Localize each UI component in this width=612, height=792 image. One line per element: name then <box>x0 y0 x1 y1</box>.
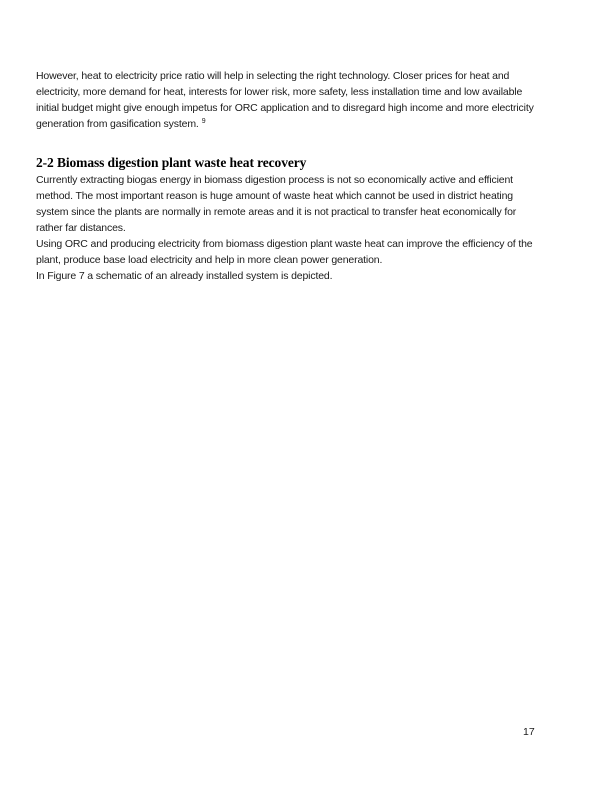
text-line: electricity, more demand for heat, interests for lower risk, more safety, less installation time and low available <box>36 86 523 98</box>
page-content <box>36 68 576 284</box>
figure-reference-paragraph <box>36 268 576 284</box>
text-line: plant, produce base load electricity and help in more clean power generation. <box>36 254 383 266</box>
text-line-text: generation from gasification system. <box>36 118 199 130</box>
method-paragraph <box>36 172 576 236</box>
orc-paragraph <box>36 236 576 268</box>
intro-paragraph <box>36 68 576 132</box>
footnote-reference: 9 <box>201 117 206 125</box>
text-line: Using ORC and producing electricity from biomass digestion plant waste heat can improve the efficiency of the <box>36 238 533 250</box>
text-line <box>36 116 576 132</box>
text-line: However, heat to electricity price ratio will help in selecting the right technology. Closer prices for heat and <box>36 70 510 82</box>
page-number: 17 <box>523 726 535 738</box>
text-line: initial budget might give enough impetus for ORC application and to disregard high income and more electricity <box>36 102 534 114</box>
text-line: Currently extracting biogas energy in biomass digestion process is not so economically active and efficient <box>36 174 513 186</box>
text-line: system since the plants are normally in remote areas and it is not practical to transfer heat economically for <box>36 206 517 218</box>
text-line: In Figure 7 a schematic of an already installed system is depicted. <box>36 270 333 282</box>
text-line: method. The most important reason is huge amount of waste heat which cannot be used in district heating <box>36 190 513 202</box>
section-heading: 2-2 Biomass digestion plant waste heat recovery <box>36 155 307 170</box>
text-line: rather far distances. <box>36 222 126 234</box>
